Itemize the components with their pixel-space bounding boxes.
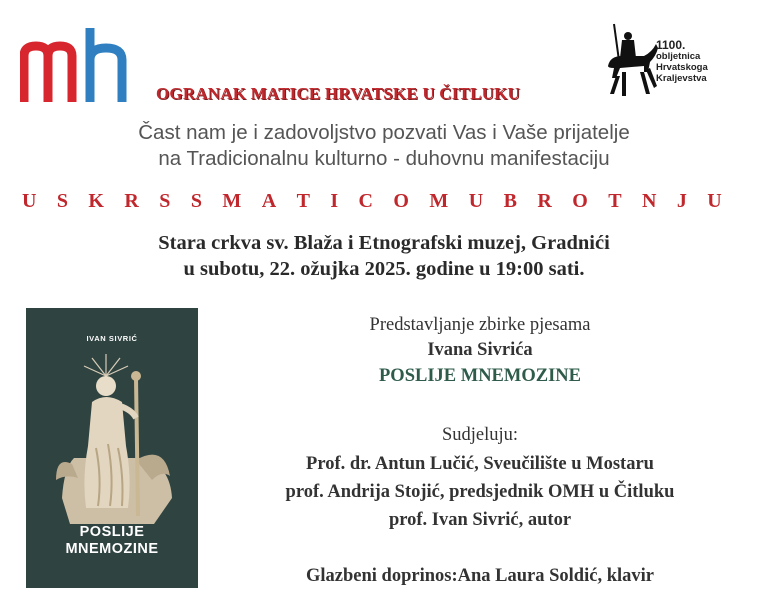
event-title <box>22 190 722 213</box>
event-title-letter: S <box>56 190 68 212</box>
author-name: Ivana Sivrića <box>427 340 533 360</box>
event-title-letter: A <box>261 190 277 212</box>
event-location <box>0 230 768 282</box>
event-title-letter: U <box>22 190 37 212</box>
event-title-letter: T <box>608 190 622 212</box>
event-title-letter: J <box>676 190 687 212</box>
statue-illustration <box>44 348 184 528</box>
participant-item: prof. Ivan Sivrić, autor <box>388 510 572 530</box>
event-title-letter: S <box>190 190 202 212</box>
event-title-letter: R <box>124 190 139 212</box>
participant-item: Prof. dr. Antun Lučić, Sveučilište u Mostaru <box>306 454 654 474</box>
book-author: IVAN SIVRIĆ <box>86 334 138 343</box>
badge-line-1: 1100. <box>656 38 686 52</box>
event-title-letter: C <box>358 190 373 212</box>
event-title-letter: U <box>707 190 722 212</box>
event-title-letter: K <box>88 190 104 212</box>
event-title-letter: N <box>641 190 657 212</box>
date-time-line: u subotu, 22. ožujka 2025. godine u 19:00 sati. <box>183 258 585 280</box>
presentation-text: Predstavljanje zbirke pjesama <box>369 315 591 335</box>
horse-rider-icon <box>600 22 660 100</box>
badge-line-3: Hrvatskoga <box>656 62 708 73</box>
event-title-letter: R <box>537 190 552 212</box>
event-title-letter: M <box>429 190 449 212</box>
event-title-letter: B <box>503 190 517 212</box>
event-title-letter: U <box>468 190 484 212</box>
event-title-letter: S <box>159 190 171 212</box>
anniversary-badge <box>600 22 732 100</box>
book-title-line-1: POSLIJE <box>79 524 145 540</box>
invitation-intro <box>0 120 768 172</box>
event-title-letter: M <box>222 190 242 212</box>
book-cover <box>26 308 198 588</box>
event-title-letter: T <box>296 190 310 212</box>
participant-item: prof. Andrija Stojić, predsjednik OMH u Čitluku <box>285 482 675 502</box>
event-title-letter: O <box>572 190 588 212</box>
book-title <box>26 524 198 558</box>
intro-line-1: Čast nam je i zadovoljstvo pozvati Vas i Vaše prijatelje <box>138 121 630 144</box>
intro-line-2: na Tradicionalnu kulturno - duhovnu manifestaciju <box>158 147 610 170</box>
badge-text <box>656 40 708 84</box>
badge-line-4: Kraljevstva <box>656 73 707 84</box>
music-contribution: Glazbeni doprinos:Ana Laura Soldić, klavir <box>306 566 654 586</box>
participants-label: Sudjeluju: <box>441 425 519 445</box>
event-title-letter: I <box>330 190 339 212</box>
matica-hrvatska-logo <box>20 26 138 104</box>
organization-name: OGRANAK MATICE HRVATSKE U ČITLUKU <box>156 84 520 103</box>
event-title-letter: O <box>393 190 409 212</box>
collection-title: POSLIJE MNEMOZINE <box>379 366 581 386</box>
location-line-1: Stara crkva sv. Blaža i Etnografski muzej, Gradnići <box>158 232 610 254</box>
book-title-line-2: MNEMOZINE <box>65 541 159 557</box>
badge-line-2: obljetnica <box>656 51 701 62</box>
